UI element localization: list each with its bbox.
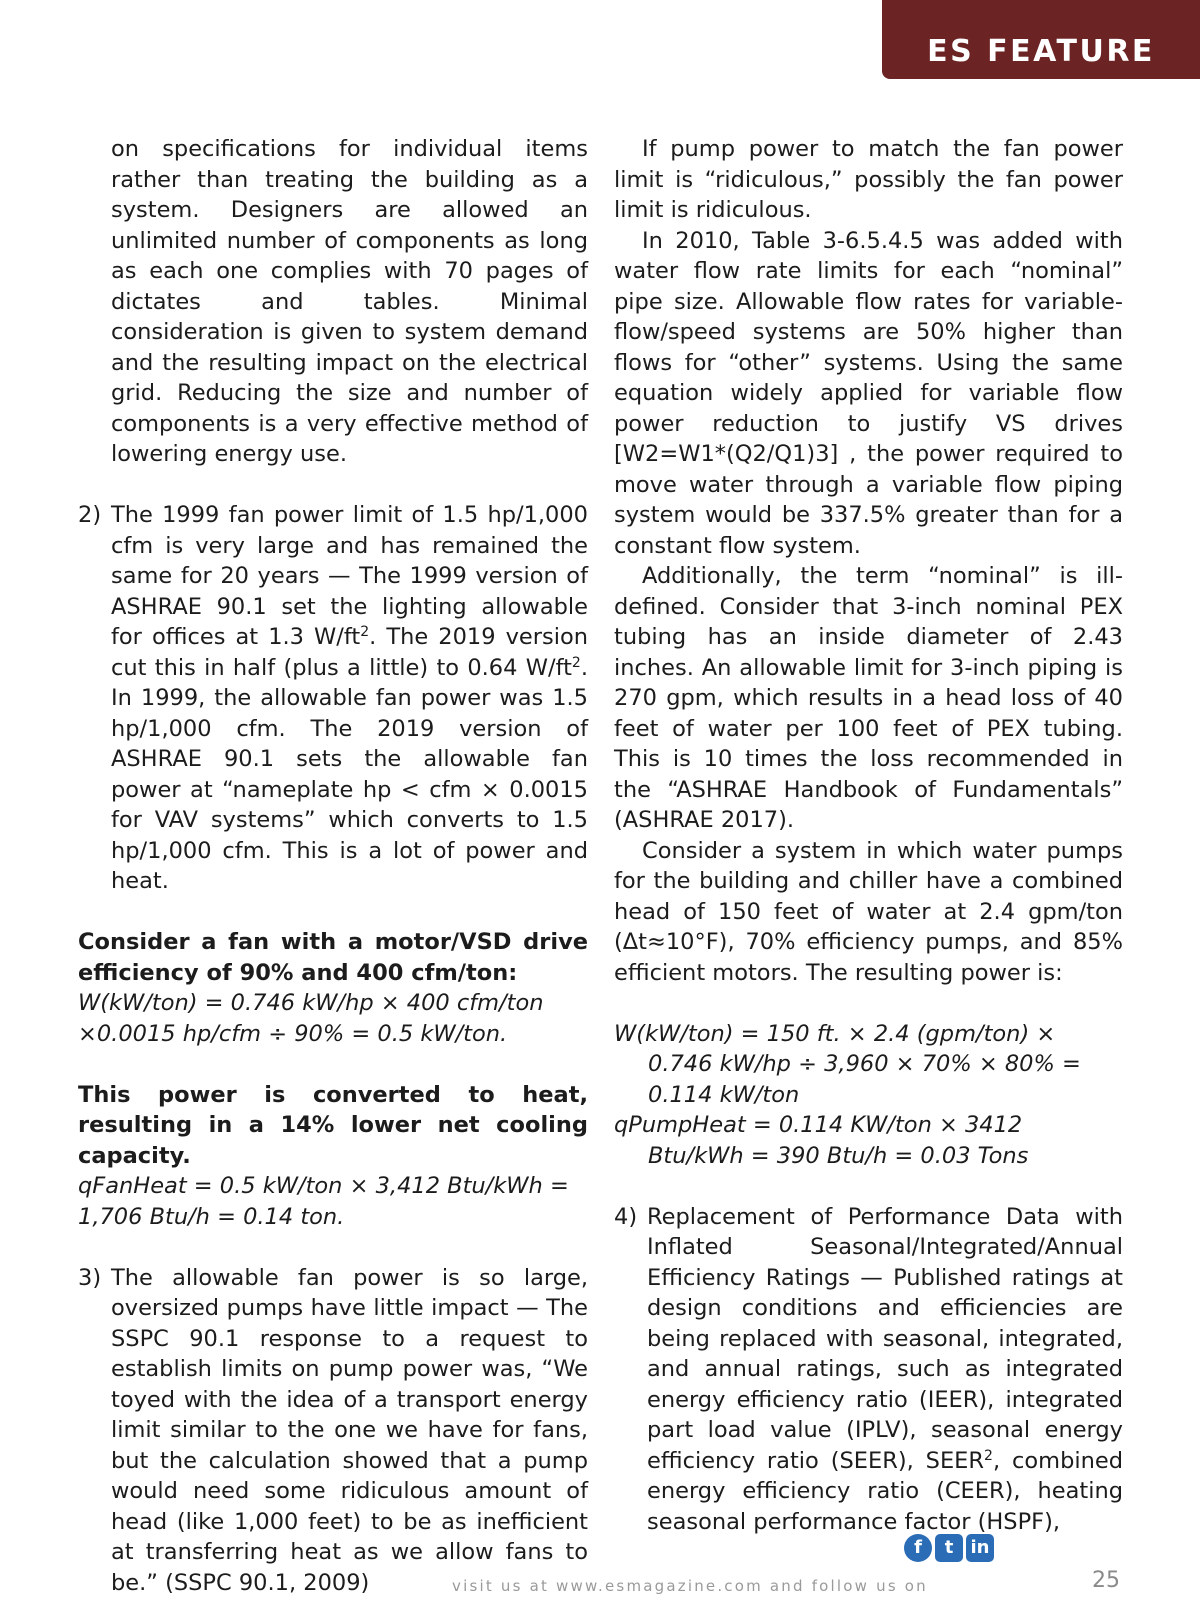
section-badge: ES FEATURE: [882, 0, 1200, 79]
right-paragraph-2: In 2010, Table 3-6.5.4.5 was added with water flow rate limits for each “nominal” pipe size. Allowable flow rates for variable-flow/speed systems are 50% higher than flows for “other” systems. Using the same equation widely applied for variable flow power reduction to justify VS drives [W2=W1*(Q2/Q1)3] , the power required to move water through a variable flow piping system would be 337.5% greater than for a constant flow system.: [614, 227, 1123, 559]
right-paragraph-3: Additionally, the term “nominal” is ill-defined. Consider that 3-inch nominal PEX tubing has an inside diameter of 2.43 inches. An allowable limit for 3-inch piping is 270 gpm, which results in a head loss of 40 feet of water per 100 feet of PEX tubing. This is 10 times the loss recommended in the “ASHRAE Handbook of Fundamentals” (ASHRAE 2017).: [614, 563, 1123, 833]
list-item-2: [78, 500, 588, 897]
list-number: 2): [78, 502, 102, 528]
equation-pump-heat: qPumpHeat = 0.114 KW/ton × 3412 Btu/kWh = 390 Btu/h = 0.03 Tons: [614, 1112, 1029, 1169]
page-number: 25: [1092, 1568, 1120, 1593]
right-paragraph-4: Consider a system in which water pumps for the building and chiller have a combined head of 150 feet of water at 2.4 gpm/ton (Δt≈10°F), 70% efficiency pumps, and 85% efficient motors. The resulting power is:: [614, 837, 1123, 986]
list-item-text: Replacement of Performance Data with Inflated Seasonal/Integrated/Annual Efficiency Ratings — Published ratings at design conditions and efficiencies are being replaced with seasonal, integrated, and annual ratings, such as integrated energy efficiency ratio (IEER), integrated part load value (IPLV), seasonal energy efficiency ratio (SEER), SEER$^2$, combined energy efficiency ratio (CEER), heating seasonal performance factor (HSPF),: [647, 1203, 1123, 1535]
twitter-icon[interactable]: t: [935, 1534, 963, 1562]
list-number: 4): [614, 1203, 638, 1230]
calc-formula-fan: W(kW/ton) = 0.746 kW/hp × 400 cfm/ton ×0.0015 hp/cfm ÷ 90% = 0.5 kW/ton.: [78, 990, 544, 1047]
right-paragraph-1: If pump power to match the fan power limit is “ridiculous,” possibly the fan power limit is ridiculous.: [614, 136, 1123, 223]
list-item-text: The allowable fan power is so large, oversized pumps have little impact — The SSPC 90.1 response to a request to establish limits on pump power was, “We toyed with the idea of a transport energy limit similar to the one we have for fans, but the calculation showed that a pump would need some ridiculous amount of head (like 1,000 feet) to be as inefficient at transferring heat as we allow fans to be.” (SSPC 90.1, 2009): [111, 1264, 588, 1596]
list-item-3: [78, 1263, 588, 1599]
footer-text: visit us at www.esmagazine.com and follow us on: [452, 1577, 928, 1595]
right-column: [614, 134, 1123, 1537]
linkedin-icon[interactable]: in: [966, 1534, 994, 1562]
calc-formula-heat: qFanHeat = 0.5 kW/ton × 3,412 Btu/kWh = 1,706 Btu/h = 0.14 ton.: [78, 1173, 569, 1230]
list-number: 3): [78, 1264, 102, 1291]
calc-heading-heat: This power is converted to heat, resulting in a 14% lower net cooling capacity.: [78, 1081, 588, 1169]
social-links: [904, 1534, 994, 1562]
list-item-4: [614, 1202, 1123, 1538]
calc-heading-fan: Consider a fan with a motor/VSD drive efficiency of 90% and 400 cfm/ton:: [78, 929, 588, 986]
list-item-text: The 1999 fan power limit of 1.5 hp/1,000 cfm is very large and has remained the same for 20 years — The 1999 version of ASHRAE 90.1 set the lighting allowable for offices at 1.3 $W/ft^2$. The 2019 version cut this in half (plus a little) to 0.64 $W/ft^2$. In 1999, the allowable fan power was 1.5 hp/1,000 cfm. The 2019 version of ASHRAE 90.1 sets the allowable fan power at “nameplate hp < cfm × 0.0015 for VAV systems” which converts to 1.5 hp/1,000 cfm. This is a lot of power and heat.: [111, 502, 588, 894]
left-paragraph-1: on specifications for individual items rather than treating the building as a system. Designers are allowed an unlimited number of components as long as each one complies with 70 pages of dictates and tables. Minimal consideration is given to system demand and the resulting impact on the electrical grid. Reducing the size and number of components is a very effective method of lowering energy use.: [111, 136, 588, 467]
left-column: [78, 134, 588, 1598]
equation-pump-power: W(kW/ton) = 150 ft. × 2.4 (gpm/ton) × 0.746 kW/hp ÷ 3,960 × 70% × 80% = 0.114 kW/ton: [614, 1020, 1081, 1108]
facebook-icon[interactable]: f: [904, 1534, 932, 1562]
